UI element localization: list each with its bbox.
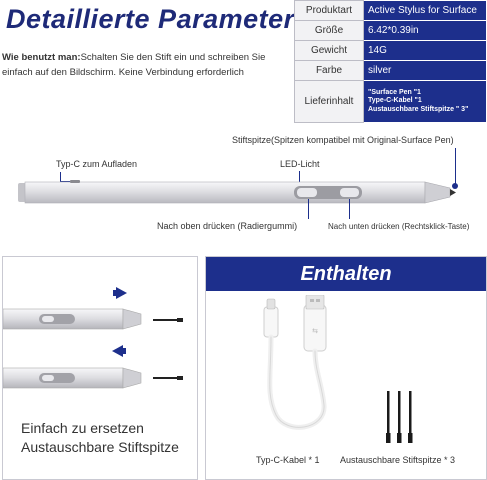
usage-text: Schalten Sie den Stift ein und schreiben Sie einfach auf den Bildschirm. Keine Verbindung erforderlich — [2, 52, 266, 78]
cable-caption: Typ-C-Kabel * 1 — [256, 455, 320, 465]
spec-key: Lieferinhalt — [295, 81, 364, 123]
contents-illustration — [206, 295, 486, 455]
tip-label: Stiftspitze(Spitzen kompatibel mit Original-Surface Pen) — [232, 135, 454, 145]
page-title: Detaillierte Parameter — [6, 4, 295, 34]
replace-line-2: Austauschbare Stiftspitze — [21, 439, 179, 455]
contents-title: Enthalten — [206, 257, 486, 291]
tips-caption: Austauschbare Stiftspitze * 3 — [340, 455, 456, 465]
spec-row — [295, 41, 487, 61]
spec-key: Größe — [295, 21, 364, 41]
charge-label: Typ-C zum Aufladen — [56, 159, 138, 169]
usage-description — [2, 50, 288, 80]
spec-table — [294, 0, 487, 123]
rightclick-leader-line — [349, 199, 350, 219]
spec-row-delivery — [295, 81, 487, 123]
spec-key: Farbe — [295, 61, 364, 81]
usage-label: Wie benutzt man: — [2, 52, 81, 63]
spec-key: Produktart — [295, 1, 364, 21]
delivery-item: Type-C-Kabel "1 — [368, 97, 422, 105]
stylus-pen-image — [18, 176, 468, 210]
eraser-leader-line — [308, 199, 309, 219]
eraser-label: Nach oben drücken (Radiergummi) — [157, 221, 298, 231]
led-label: LED-Licht — [280, 159, 320, 169]
replace-text — [21, 419, 179, 457]
rightclick-label: Nach unten drücken (Rechtsklick-Taste) — [328, 222, 470, 231]
spec-row — [295, 1, 487, 21]
svg-text:⇆: ⇆ — [312, 327, 318, 335]
spec-value: 14G — [364, 41, 487, 61]
delivery-item: Austauschbare Stiftspitze " 3" — [368, 105, 469, 113]
spec-row — [295, 61, 487, 81]
spec-value: 6.42*0.39in — [364, 21, 487, 41]
spec-value: Active Stylus for Surface — [364, 1, 487, 21]
delivery-items — [364, 81, 487, 123]
spec-row — [295, 21, 487, 41]
spec-key: Gewicht — [295, 41, 364, 61]
spec-value: silver — [364, 61, 487, 81]
delivery-item: "Surface Pen "1 — [368, 88, 421, 96]
contents-panel — [205, 256, 487, 480]
replace-line-1: Einfach zu ersetzen — [21, 420, 144, 436]
replace-tip-illustration — [3, 257, 197, 407]
replace-tip-panel — [2, 256, 198, 480]
